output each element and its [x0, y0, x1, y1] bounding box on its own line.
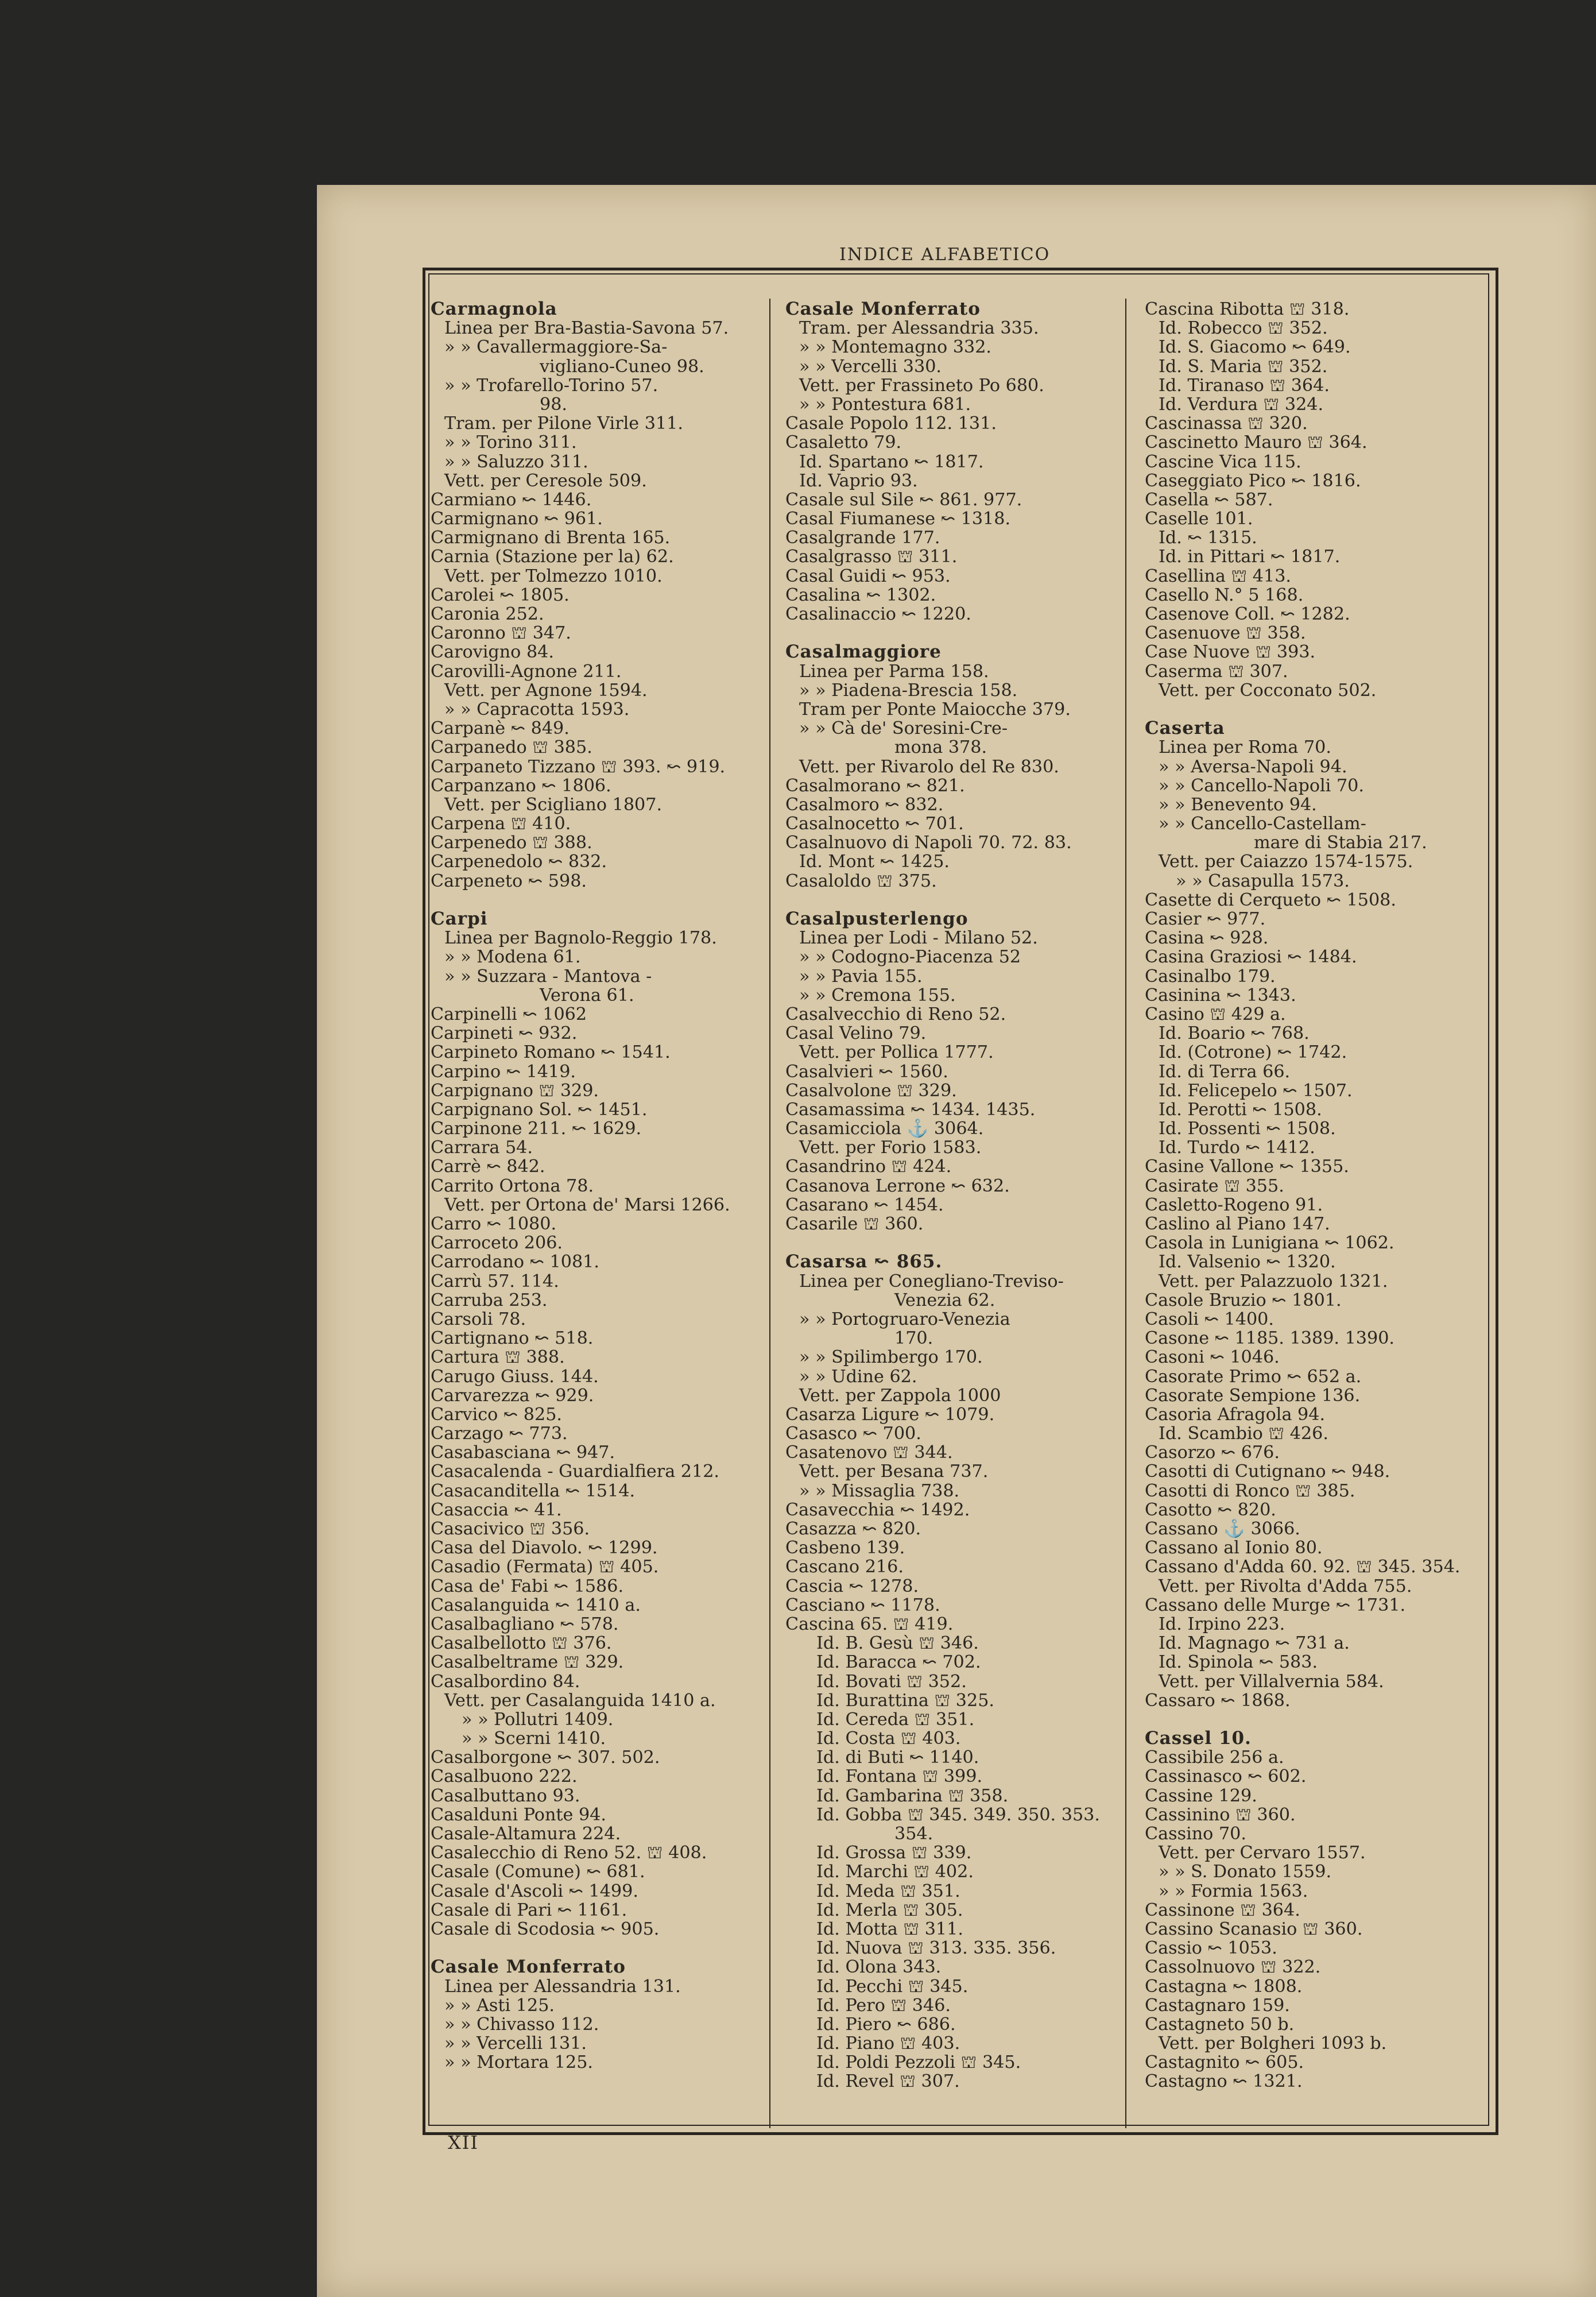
- index-entry: » » Modena 61.: [444, 947, 581, 968]
- index-entry: Casotti di Ronco ⛫ 385.: [1145, 1480, 1355, 1501]
- index-entry: Vett. per Agnone 1594.: [444, 680, 648, 701]
- index-entry: Carpanedo ⛫ 385.: [431, 737, 592, 758]
- index-entry: Carpanè ↜ 849.: [431, 718, 570, 739]
- index-entry: Casalbeltrame ⛫ 329.: [431, 1652, 624, 1673]
- index-entry: Cartura ⛫ 388.: [431, 1347, 565, 1368]
- index-entry: mare di Stabia 217.: [1254, 833, 1427, 853]
- index-entry: Cartignano ↜ 518.: [431, 1328, 594, 1349]
- index-entry: Casalbellotto ⛫ 376.: [431, 1633, 612, 1654]
- index-entry: Tram per Ponte Maiocche 379.: [799, 699, 1071, 720]
- index-entry: Id. Costa ⛫ 403.: [816, 1728, 961, 1749]
- index-entry: Casalvecchio di Reno 52.: [785, 1004, 1006, 1024]
- index-entry: Vett. per Frassineto Po 680.: [799, 375, 1044, 396]
- index-entry: Carrito Ortona 78.: [431, 1175, 594, 1196]
- index-entry: Carrara 54.: [431, 1138, 533, 1158]
- index-entry: » » Portogruaro-Venezia: [799, 1309, 1010, 1329]
- index-entry: Casaccia ↜ 41.: [431, 1499, 562, 1520]
- index-entry: Carugo Giuss. 144.: [431, 1366, 599, 1387]
- index-entry: » » Saluzzo 311.: [444, 451, 588, 472]
- index-entry: Casinalbo 179.: [1145, 966, 1276, 987]
- index-entry: Id. S. Giacomo ↜ 649.: [1159, 337, 1351, 358]
- index-entry: » » Cancello-Napoli 70.: [1159, 775, 1364, 796]
- index-entry: Casal Fiumanese ↜ 1318.: [785, 509, 1011, 529]
- index-entry: Casale Popolo 112. 131.: [785, 413, 997, 434]
- index-heading: Casale Monferrato: [785, 299, 981, 319]
- index-entry: Carpeneto ↜ 598.: [431, 871, 587, 891]
- index-entry: Casanova Lerrone ↜ 632.: [785, 1175, 1010, 1196]
- index-entry: » » Udine 62.: [799, 1366, 917, 1387]
- index-entry: Id. Boario ↜ 768.: [1159, 1023, 1310, 1044]
- index-entry: Casazza ↜ 820.: [785, 1519, 921, 1539]
- index-entry: Castagno ↜ 1321.: [1145, 2071, 1303, 2092]
- index-entry: Id. Mont ↜ 1425.: [799, 852, 950, 872]
- index-entry: » » Spilimbergo 170.: [799, 1347, 983, 1368]
- index-entry: Casatenovo ⛫ 344.: [785, 1443, 953, 1463]
- index-entry: Casalnocetto ↜ 701.: [785, 814, 964, 834]
- index-entry: Casalduni Ponte 94.: [431, 1804, 607, 1825]
- index-entry: Casal Guidi ↜ 953.: [785, 566, 951, 586]
- index-entry: Casoni ↜ 1046.: [1145, 1347, 1280, 1368]
- index-entry: Casellina ⛫ 413.: [1145, 566, 1292, 586]
- index-column-3: [1145, 300, 1483, 2091]
- index-entry: Carpignano ⛫ 329.: [431, 1080, 599, 1101]
- index-entry: Id. Revel ⛫ 307.: [816, 2071, 960, 2092]
- index-entry: Carpaneto Tizzano ⛫ 393. ↜ 919.: [431, 756, 726, 777]
- index-entry: Cascina Ribotta ⛫ 318.: [1145, 299, 1350, 319]
- index-entry: Cassolnuovo ⛫ 322.: [1145, 1957, 1321, 1978]
- index-entry: Carpinelli ↜ 1062: [431, 1004, 587, 1024]
- index-entry: Casirate ⛫ 355.: [1145, 1175, 1284, 1196]
- index-entry: Id. Pero ⛫ 346.: [816, 1995, 951, 2016]
- index-entry: Caronia 252.: [431, 604, 544, 624]
- index-entry: Casinina ↜ 1343.: [1145, 985, 1296, 1006]
- index-entry: Verona 61.: [540, 985, 634, 1006]
- index-entry: Carolei ↜ 1805.: [431, 585, 570, 605]
- index-heading: Casalpusterlengo: [785, 908, 969, 929]
- index-entry: Carovigno 84.: [431, 642, 554, 663]
- index-entry: Cassio ↜ 1053.: [1145, 1938, 1277, 1959]
- index-entry: » » Capracotta 1593.: [444, 699, 630, 720]
- index-entry: Id. Motta ⛫ 311.: [816, 1919, 963, 1939]
- index-entry: Vett. per Rivarolo del Re 830.: [799, 756, 1059, 777]
- index-entry: Castagna ↜ 1808.: [1145, 1976, 1303, 1997]
- index-entry: Linea per Lodi - Milano 52.: [799, 928, 1038, 949]
- index-entry: Id. Magnago ↜ 731 a.: [1159, 1633, 1350, 1654]
- index-entry: » » Asti 125.: [444, 1995, 555, 2016]
- index-entry: Casotti di Cutignano ↜ 948.: [1145, 1461, 1390, 1482]
- index-entry: Tram. per Alessandria 335.: [799, 318, 1039, 339]
- index-entry: Cascinetto Mauro ⛫ 364.: [1145, 432, 1368, 453]
- index-entry: mona 378.: [894, 737, 987, 758]
- index-entry: Carpineto Romano ↜ 1541.: [431, 1042, 671, 1063]
- index-entry: Id. Felicepelo ↜ 1507.: [1159, 1080, 1353, 1101]
- index-entry: » » Piadena-Brescia 158.: [799, 680, 1018, 701]
- index-entry: Casier ↜ 977.: [1145, 909, 1266, 929]
- index-heading: Cassel 10.: [1145, 1728, 1252, 1749]
- index-entry: » » Suzzara - Mantova -: [444, 966, 652, 987]
- index-entry: Casale d'Ascoli ↜ 1499.: [431, 1881, 638, 1901]
- index-entry: [785, 1233, 1118, 1252]
- index-entry: Casalbuono 222.: [431, 1766, 578, 1787]
- index-entry: Cascina 65. ⛫ 419.: [785, 1614, 954, 1634]
- index-entry: Carpinone 211. ↜ 1629.: [431, 1119, 642, 1139]
- index-entry: Id. Irpino 223.: [1159, 1614, 1285, 1634]
- index-entry: [431, 891, 764, 910]
- index-entry: [785, 624, 1118, 643]
- index-entry: Casoli ↜ 1400.: [1145, 1309, 1274, 1329]
- index-entry: Cassano al Ionio 80.: [1145, 1538, 1323, 1559]
- index-entry: Linea per Roma 70.: [1159, 737, 1331, 758]
- index-entry: Cassino 70.: [1145, 1824, 1246, 1844]
- index-entry: Carpineti ↜ 932.: [431, 1023, 578, 1044]
- index-entry: Carrodano ↜ 1081.: [431, 1252, 599, 1273]
- index-column-2: [785, 300, 1118, 2091]
- index-entry: Vett. per Villalvernia 584.: [1159, 1671, 1384, 1692]
- index-entry: Carpena ⛫ 410.: [431, 814, 571, 834]
- index-entry: Id. S. Maria ⛫ 352.: [1159, 356, 1328, 377]
- index-entry: Id. Spartano ↜ 1817.: [799, 451, 984, 472]
- index-entry: Carpenedolo ↜ 832.: [431, 852, 607, 872]
- index-entry: Carpino ↜ 1419.: [431, 1061, 576, 1082]
- index-entry: Id. Burattina ⛫ 325.: [816, 1690, 994, 1711]
- index-entry: » » Benevento 94.: [1159, 794, 1317, 815]
- index-entry: Carpenedo ⛫ 388.: [431, 833, 592, 853]
- index-entry: Id. Piero ↜ 686.: [816, 2014, 956, 2035]
- index-entry: » » Vercelli 131.: [444, 2033, 587, 2054]
- index-entry: Casasco ↜ 700.: [785, 1424, 921, 1444]
- index-entry: Casabasciana ↜ 947.: [431, 1443, 615, 1463]
- index-entry: Cascano 216.: [785, 1557, 904, 1577]
- index-entry: Casalecchio di Reno 52. ⛫ 408.: [431, 1843, 707, 1863]
- index-entry: 354.: [894, 1824, 933, 1844]
- index-entry: Casacanditella ↜ 1514.: [431, 1480, 636, 1501]
- index-entry: 98.: [540, 394, 568, 415]
- index-entry: Casello N.° 5 168.: [1145, 585, 1304, 605]
- column-rule: [1125, 299, 1126, 2128]
- index-entry: Id. Tiranaso ⛫ 364.: [1159, 375, 1330, 396]
- index-entry: Id. Vaprio 93.: [799, 470, 918, 491]
- index-entry: Carnia (Stazione per la) 62.: [431, 547, 674, 567]
- index-heading: Carpi: [431, 908, 488, 929]
- index-entry: Vett. per Besana 737.: [799, 1461, 989, 1482]
- index-entry: Id. Meda ⛫ 351.: [816, 1881, 960, 1901]
- index-entry: Casalnuovo di Napoli 70. 72. 83.: [785, 833, 1072, 853]
- index-entry: Casotto ↜ 820.: [1145, 1499, 1276, 1520]
- index-entry: Casoria Afragola 94.: [1145, 1404, 1326, 1425]
- index-entry: Casina ↜ 928.: [1145, 928, 1269, 949]
- index-entry: Cassine 129.: [1145, 1785, 1257, 1806]
- index-entry: Id. Bovati ⛫ 352.: [816, 1671, 967, 1692]
- index-entry: » » Montemagno 332.: [799, 337, 992, 358]
- index-entry: Vett. per Tolmezzo 1010.: [444, 566, 663, 586]
- index-heading: Casalmaggiore: [785, 641, 942, 663]
- page-number: XII: [448, 2132, 479, 2153]
- index-entry: Casarza Ligure ↜ 1079.: [785, 1404, 995, 1425]
- index-entry: » » Casapulla 1573.: [1176, 871, 1350, 891]
- index-entry: Cascine Vica 115.: [1145, 451, 1301, 472]
- index-entry: Casella ↜ 587.: [1145, 489, 1273, 510]
- index-entry: Casarile ⛫ 360.: [785, 1214, 924, 1234]
- index-entry: Carovilli-Agnone 211.: [431, 661, 622, 682]
- index-entry: » » Cancello-Castellam-: [1159, 814, 1366, 834]
- index-entry: Vett. per Cervaro 1557.: [1159, 1843, 1366, 1863]
- index-entry: Casale sul Sile ↜ 861. 977.: [785, 489, 1022, 510]
- index-entry: Vett. per Cocconato 502.: [1159, 680, 1377, 701]
- index-entry: Id. Possenti ↜ 1508.: [1159, 1119, 1336, 1139]
- index-entry: Carruba 253.: [431, 1290, 548, 1310]
- index-entry: Case Nuove ⛫ 393.: [1145, 642, 1316, 663]
- index-entry: Casorate Primo ↜ 652 a.: [1145, 1366, 1362, 1387]
- index-entry: » » Missaglia 738.: [799, 1480, 960, 1501]
- index-entry: Id. Poldi Pezzoli ⛫ 345.: [816, 2052, 1021, 2073]
- index-entry: Cassibile 256 a.: [1145, 1747, 1284, 1768]
- index-entry: Caronno ⛫ 347.: [431, 623, 571, 644]
- index-entry: Casenuove ⛫ 358.: [1145, 623, 1306, 644]
- index-entry: Casalvieri ↜ 1560.: [785, 1061, 948, 1082]
- index-entry: Cassino Scanasio ⛫ 360.: [1145, 1919, 1363, 1939]
- index-entry: Carmignano di Brenta 165.: [431, 528, 671, 548]
- index-entry: Casale di Scodosia ↜ 905.: [431, 1919, 660, 1939]
- index-entry: Casa del Diavolo. ↜ 1299.: [431, 1538, 658, 1559]
- index-entry: 170.: [894, 1328, 933, 1349]
- index-heading: Casarsa ↜ 865.: [785, 1251, 943, 1273]
- index-entry: Vett. per Rivolta d'Adda 755.: [1159, 1576, 1412, 1596]
- index-entry: Id. B. Gesù ⛫ 346.: [816, 1633, 979, 1654]
- index-entry: [1145, 1710, 1483, 1729]
- index-entry: Carrù 57. 114.: [431, 1271, 559, 1291]
- column-rule: [769, 299, 770, 2128]
- index-entry: Casalbuttano 93.: [431, 1785, 580, 1806]
- index-entry: » » Scerni 1410.: [462, 1728, 606, 1749]
- index-entry: Tram. per Pilone Virle 311.: [444, 413, 683, 434]
- index-entry: Id. Turdo ↜ 1412.: [1159, 1138, 1315, 1158]
- index-entry: Casacalenda - Guardialfiera 212.: [431, 1461, 720, 1482]
- index-entry: » » Mortara 125.: [444, 2052, 594, 2073]
- index-entry: Caseggiato Pico ↜ 1816.: [1145, 470, 1361, 491]
- index-entry: Id. Baracca ↜ 702.: [816, 1652, 981, 1673]
- index-entry: Casalborgone ↜ 307. 502.: [431, 1747, 660, 1768]
- index-entry: Linea per Parma 158.: [799, 661, 989, 682]
- index-entry: » » Formia 1563.: [1159, 1881, 1308, 1901]
- index-entry: Casalgrande 177.: [785, 528, 940, 548]
- index-entry: Casale di Pari ↜ 1161.: [431, 1900, 627, 1920]
- index-entry: Id. Gobba ⛫ 345. 349. 350. 353.: [816, 1804, 1100, 1825]
- index-entry: Cassinasco ↜ 602.: [1145, 1766, 1307, 1787]
- index-entry: Carro ↜ 1080.: [431, 1214, 557, 1234]
- index-entry: Linea per Bagnolo-Reggio 178.: [444, 928, 717, 949]
- index-entry: Id. Pecchi ⛫ 345.: [816, 1976, 969, 1997]
- index-entry: Carzago ↜ 773.: [431, 1424, 568, 1444]
- index-entry: Carmignano ↜ 961.: [431, 509, 603, 529]
- index-entry: Carvico ↜ 825.: [431, 1404, 563, 1425]
- index-entry: [431, 1939, 764, 1958]
- index-entry: Casone ↜ 1185. 1389. 1390.: [1145, 1328, 1395, 1349]
- index-entry: Vett. per Ortona de' Marsi 1266.: [444, 1194, 730, 1215]
- index-entry: Id. Piano ⛫ 403.: [816, 2033, 960, 2054]
- index-entry: Vett. per Caiazzo 1574-1575.: [1159, 852, 1413, 872]
- index-entry: Casalinaccio ↜ 1220.: [785, 604, 971, 624]
- index-entry: Casale-Altamura 224.: [431, 1824, 621, 1844]
- index-entry: » » Aversa-Napoli 94.: [1159, 756, 1347, 777]
- index-entry: Id. ↜ 1315.: [1159, 528, 1257, 548]
- index-entry: Id. Fontana ⛫ 399.: [816, 1766, 983, 1787]
- index-entry: Casalgrasso ⛫ 311.: [785, 547, 958, 567]
- index-entry: Casola in Lunigiana ↜ 1062.: [1145, 1233, 1394, 1254]
- index-column-1: [431, 300, 764, 2072]
- index-entry: Cassinino ⛫ 360.: [1145, 1804, 1296, 1825]
- index-entry: Casalvolone ⛫ 329.: [785, 1080, 957, 1101]
- index-entry: Id. Merla ⛫ 305.: [816, 1900, 963, 1920]
- index-entry: Casalanguida ↜ 1410 a.: [431, 1595, 641, 1615]
- index-entry: Id. Spinola ↜ 583.: [1159, 1652, 1318, 1673]
- index-entry: Carpignano Sol. ↜ 1451.: [431, 1099, 648, 1120]
- index-entry: Cascinassa ⛫ 320.: [1145, 413, 1308, 434]
- index-entry: » » Torino 311.: [444, 432, 577, 453]
- index-entry: Carsoli 78.: [431, 1309, 526, 1329]
- index-entry: Id. Valsenio ↜ 1320.: [1159, 1252, 1336, 1273]
- index-entry: Id. Olona 343.: [816, 1957, 942, 1978]
- index-entry: Castagnito ↜ 605.: [1145, 2052, 1304, 2073]
- index-entry: Casino ⛫ 429 a.: [1145, 1004, 1286, 1024]
- index-entry: Linea per Bra-Bastia-Savona 57.: [444, 318, 729, 339]
- index-entry: Castagneto 50 b.: [1145, 2014, 1295, 2035]
- index-entry: Id. Scambio ⛫ 426.: [1159, 1424, 1328, 1444]
- index-entry: Caserma ⛫ 307.: [1145, 661, 1288, 682]
- index-entry: Carvarezza ↜ 929.: [431, 1385, 594, 1406]
- index-entry: Cassano d'Adda 60. 92. ⛫ 345. 354.: [1145, 1557, 1461, 1577]
- index-entry: Casciano ↜ 1178.: [785, 1595, 940, 1615]
- index-entry: Id. Verdura ⛫ 324.: [1159, 394, 1324, 415]
- index-entry: Id. Robecco ⛫ 352.: [1159, 318, 1328, 339]
- index-entry: [785, 891, 1118, 910]
- index-entry: Casa de' Fabi ↜ 1586.: [431, 1576, 624, 1596]
- index-entry: » » Cremona 155.: [799, 985, 956, 1006]
- index-entry: » » Pontestura 681.: [799, 394, 971, 415]
- index-entry: Vett. per Scigliano 1807.: [444, 794, 663, 815]
- index-entry: Cassano delle Murge ↜ 1731.: [1145, 1595, 1406, 1615]
- index-entry: Casorzo ↜ 676.: [1145, 1443, 1280, 1463]
- index-entry: Casadio (Fermata) ⛫ 405.: [431, 1557, 659, 1577]
- index-entry: Casamicciola ⚓ 3064.: [785, 1119, 984, 1139]
- index-entry: Casamassima ↜ 1434. 1435.: [785, 1099, 1036, 1120]
- index-entry: » » Cavallermaggiore-Sa-: [444, 337, 668, 358]
- index-entry: Vett. per Ceresole 509.: [444, 470, 647, 491]
- index-entry: Casale (Comune) ↜ 681.: [431, 1862, 645, 1882]
- index-entry: Linea per Conegliano-Treviso-: [799, 1271, 1064, 1291]
- index-entry: Cassinone ⛫ 364.: [1145, 1900, 1300, 1920]
- index-entry: Caslino al Piano 147.: [1145, 1214, 1330, 1234]
- index-entry: Id. Grossa ⛫ 339.: [816, 1843, 972, 1863]
- index-entry: Id. Cereda ⛫ 351.: [816, 1709, 975, 1730]
- page-header: INDICE ALFABETICO: [839, 245, 1051, 265]
- index-entry: Casalmorano ↜ 821.: [785, 775, 965, 796]
- index-entry: » » Codogno-Piacenza 52: [799, 947, 1021, 968]
- index-entry: Carrè ↜ 842.: [431, 1157, 545, 1177]
- index-entry: Vett. per Forio 1583.: [799, 1138, 982, 1158]
- index-entry: Id. Gambarina ⛫ 358.: [816, 1785, 1009, 1806]
- index-entry: Vett. per Casalanguida 1410 a.: [444, 1690, 716, 1711]
- index-entry: Carmiano ↜ 1446.: [431, 489, 592, 510]
- index-entry: Casole Bruzio ↜ 1801.: [1145, 1290, 1342, 1310]
- index-entry: Casaletto 79.: [785, 432, 902, 453]
- index-entry: Id. Perotti ↜ 1508.: [1159, 1099, 1322, 1120]
- index-entry: » » Pollutri 1409.: [462, 1709, 614, 1730]
- index-entry: » » Pavia 155.: [799, 966, 923, 987]
- index-entry: Vett. per Bolgheri 1093 b.: [1159, 2033, 1387, 2054]
- index-entry: Casaloldo ⛫ 375.: [785, 871, 937, 891]
- index-entry: Carroceto 206.: [431, 1233, 563, 1254]
- index-entry: Casine Vallone ↜ 1355.: [1145, 1157, 1349, 1177]
- index-entry: Casorate Sempione 136.: [1145, 1385, 1361, 1406]
- index-entry: » » Chivasso 112.: [444, 2014, 599, 2035]
- index-entry: Casal Velino 79.: [785, 1023, 927, 1044]
- index-entry: Casalmoro ↜ 832.: [785, 794, 944, 815]
- index-entry: Id. in Pittari ↜ 1817.: [1159, 547, 1341, 567]
- index-entry: Id. di Buti ↜ 1140.: [816, 1747, 979, 1768]
- index-entry: Casenove Coll. ↜ 1282.: [1145, 604, 1350, 624]
- index-entry: Casavecchia ↜ 1492.: [785, 1499, 970, 1520]
- index-entry: » » Cà de' Soresini-Cre-: [799, 718, 1008, 739]
- index-entry: Carpanzano ↜ 1806.: [431, 775, 611, 796]
- index-heading: Carmagnola: [431, 299, 557, 319]
- index-entry: » » Vercelli 330.: [799, 356, 942, 377]
- index-entry: Casandrino ⛫ 424.: [785, 1157, 952, 1177]
- index-entry: Cassaro ↜ 1868.: [1145, 1690, 1291, 1711]
- index-entry: Vett. per Zappola 1000: [799, 1385, 1001, 1406]
- index-entry: Vett. per Palazzuolo 1321.: [1159, 1271, 1388, 1291]
- index-entry: Id. (Cotrone) ↜ 1742.: [1159, 1042, 1347, 1063]
- index-entry: Casacivico ⛫ 356.: [431, 1519, 590, 1539]
- index-entry: Casette di Cerqueto ↜ 1508.: [1145, 890, 1396, 910]
- index-entry: Cassano ⚓ 3066.: [1145, 1519, 1300, 1539]
- index-entry: Casarano ↜ 1454.: [785, 1194, 944, 1215]
- index-entry: » » S. Donato 1559.: [1159, 1862, 1332, 1882]
- index-entry: Id. Marchi ⛫ 402.: [816, 1862, 974, 1882]
- index-entry: Cascia ↜ 1278.: [785, 1576, 919, 1596]
- index-entry: Casletto-Rogeno 91.: [1145, 1194, 1323, 1215]
- index-heading: Caserta: [1145, 718, 1225, 739]
- index-entry: [1145, 700, 1483, 719]
- index-entry: » » Trofarello-Torino 57.: [444, 375, 658, 396]
- index-entry: Casbeno 139.: [785, 1538, 905, 1559]
- index-entry: Castagnaro 159.: [1145, 1995, 1290, 2016]
- index-entry: Caselle 101.: [1145, 509, 1253, 529]
- index-entry: Id. Nuova ⛫ 313. 335. 356.: [816, 1938, 1056, 1959]
- index-entry: Vett. per Pollica 1777.: [799, 1042, 994, 1063]
- index-heading: Casale Monferrato: [431, 1956, 626, 1978]
- index-entry: Venezia 62.: [894, 1290, 995, 1310]
- index-entry: Casalina ↜ 1302.: [785, 585, 936, 605]
- index-entry: Casina Graziosi ↜ 1484.: [1145, 947, 1357, 968]
- index-entry: Casalbagliano ↜ 578.: [431, 1614, 619, 1634]
- index-entry: Casalbordino 84.: [431, 1671, 580, 1692]
- index-entry: Id. di Terra 66.: [1159, 1061, 1291, 1082]
- index-entry: vigliano-Cuneo 98.: [540, 356, 704, 377]
- index-entry: Linea per Alessandria 131.: [444, 1976, 681, 1997]
